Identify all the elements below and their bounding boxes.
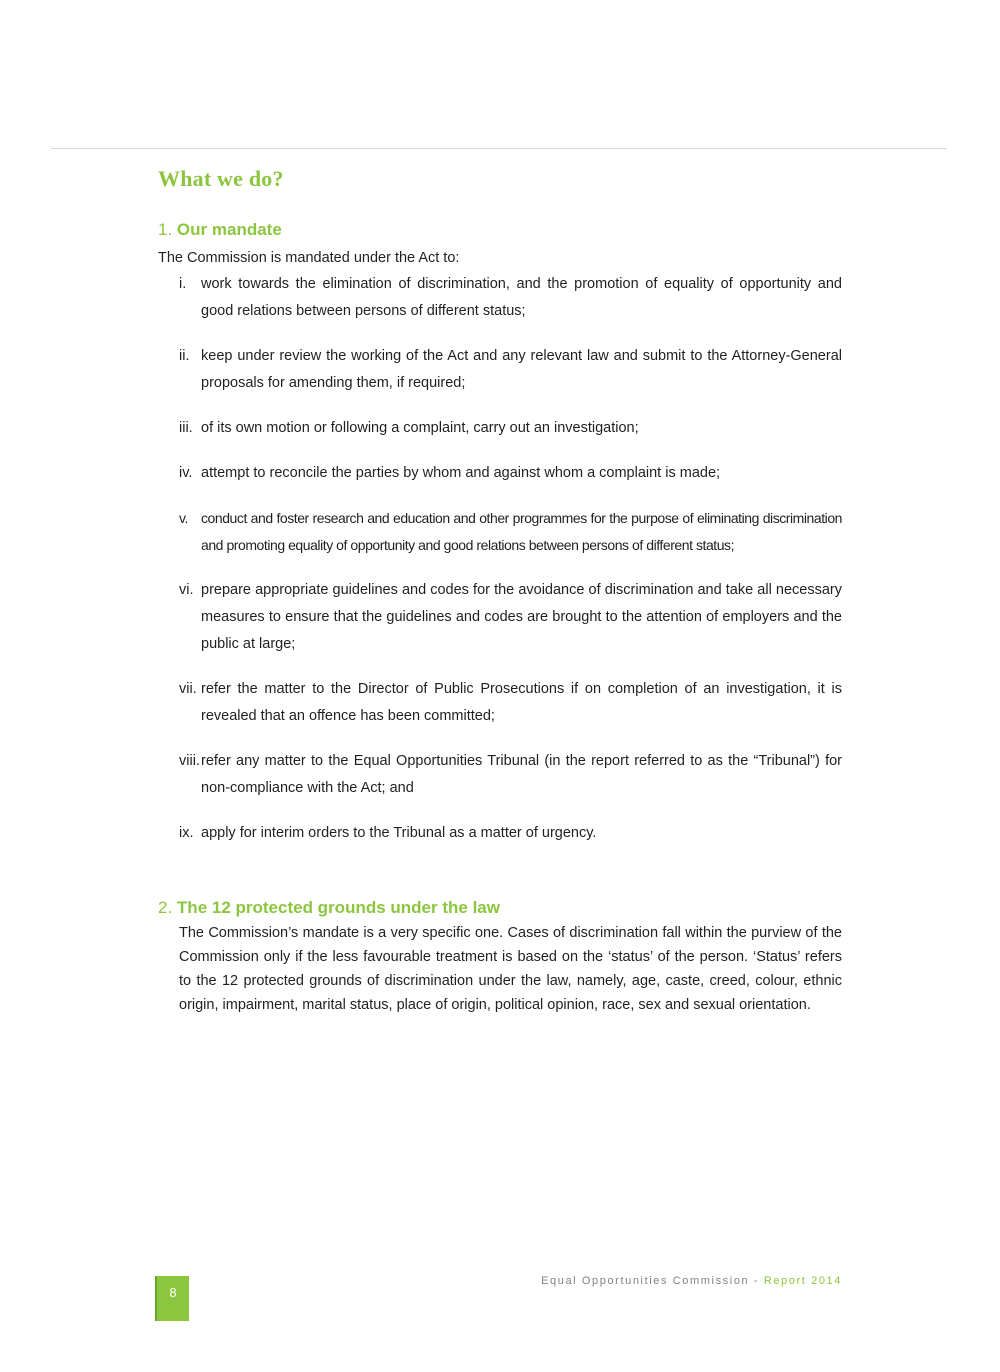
mandate-item bbox=[179, 820, 842, 847]
page-number: 8 bbox=[169, 1285, 177, 1300]
list-marker: vii. bbox=[179, 681, 197, 697]
mandate-item-text: conduct and foster research and education and other programmes for the purpose of eliminating discrimination and promoting equality of opportunity and good relations between persons of different status; bbox=[201, 510, 842, 553]
list-marker: iii. bbox=[179, 420, 193, 436]
section-2-number: 2. bbox=[158, 898, 173, 917]
mandate-item-text: refer the matter to the Director of Public Prosecutions if on completion of an investigation, it is revealed that an offence has been committed; bbox=[201, 681, 842, 724]
mandate-item bbox=[179, 343, 842, 397]
section-1-number: 1. bbox=[158, 220, 173, 239]
mandate-item bbox=[179, 415, 842, 442]
mandate-item bbox=[179, 676, 842, 730]
mandate-item bbox=[179, 505, 842, 559]
list-marker: viii. bbox=[179, 753, 200, 769]
section-2-heading bbox=[158, 898, 500, 918]
mandate-item-text: attempt to reconcile the parties by whom and against whom a complaint is made; bbox=[201, 465, 721, 481]
mandate-item-text: keep under review the working of the Act and any relevant law and submit to the Attorney-General proposals for amending them, if required; bbox=[201, 348, 842, 391]
mandate-item-text: work towards the elimination of discrimination, and the promotion of equality of opportunity and good relations between persons of different status; bbox=[201, 276, 842, 319]
footer-org-name: Equal Opportunities Commission - bbox=[541, 1275, 764, 1287]
footer-caption bbox=[541, 1275, 842, 1287]
page-number-tab bbox=[155, 1276, 189, 1321]
list-marker: ii. bbox=[179, 348, 190, 364]
list-marker: v. bbox=[179, 510, 188, 526]
section-2-title: The 12 protected grounds under the law bbox=[176, 898, 500, 917]
mandate-item-text: of its own motion or following a complaint, carry out an investigation; bbox=[201, 420, 639, 436]
mandate-item bbox=[179, 748, 842, 802]
mandate-list bbox=[179, 271, 842, 865]
mandate-item-text: prepare appropriate guidelines and codes for the avoidance of discrimination and take all necessary measures to ensure that the guidelines and codes are brought to the attention of employers and the public at large; bbox=[201, 582, 842, 652]
section-2-body: The Commission’s mandate is a very specific one. Cases of discrimination fall within the purview of the Commission only if the less favourable treatment is based on the ‘status’ of the person. ‘Status’ refers to the 12 protected grounds of discrimination under the law, namely, age, caste, creed, colour, ethnic origin, impairment, marital status, place of origin, political opinion, race, sex and sexual orientation. bbox=[179, 925, 842, 1013]
mandate-item-text: apply for interim orders to the Tribunal as a matter of urgency. bbox=[201, 825, 597, 841]
section-1-title: Our mandate bbox=[176, 220, 282, 239]
mandate-item-text: refer any matter to the Equal Opportunities Tribunal (in the report referred to as the “Tribunal”) for non-compliance with the Act; and bbox=[201, 753, 842, 796]
footer-report-label: Report 2014 bbox=[763, 1275, 842, 1287]
mandate-item bbox=[179, 271, 842, 325]
list-marker: ix. bbox=[179, 825, 194, 841]
list-marker: iv. bbox=[179, 465, 193, 481]
mandate-item bbox=[179, 577, 842, 658]
page-title: What we do? bbox=[158, 166, 284, 191]
top-divider bbox=[51, 148, 947, 149]
list-marker: i. bbox=[179, 276, 187, 292]
section-1-heading bbox=[158, 220, 282, 240]
section-1-intro: The Commission is mandated under the Act to: bbox=[158, 250, 460, 266]
mandate-item bbox=[179, 460, 842, 487]
list-marker: vi. bbox=[179, 582, 194, 598]
